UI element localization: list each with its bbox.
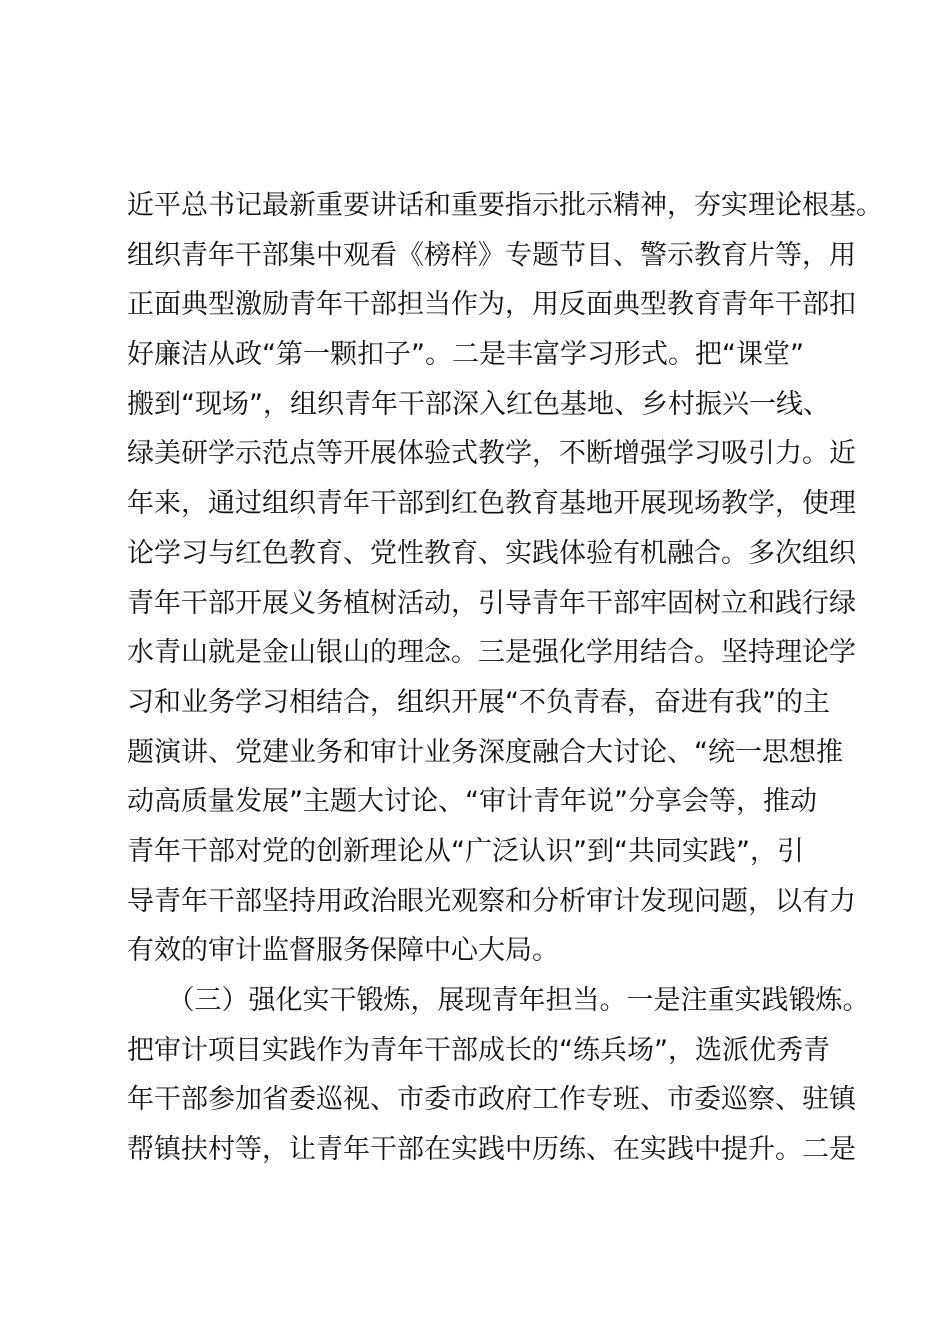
text-line: 组织青年干部集中观看《榜样》专题节目、警示教育片等，用 [127,239,856,271]
text-line: 题演讲、党建业务和审计业务深度融合大讨论、“统一思想推 [127,736,843,768]
text-line: 近平总书记最新重要讲话和重要指示批示精神，夯实理论根基。 [127,190,883,221]
text-line: 论学习与红色教育、党性教育、实践体验有机融合。多次组织 [127,537,856,569]
text-line: 导青年干部坚持用政治眼光观察和分析审计发现问题，以有力 [127,885,856,917]
text-line: 青年干部对党的创新理论从“广泛认识”到“共同实践”，引 [127,835,804,867]
text-line: 正面典型激励青年干部担当作为，用反面典型教育青年干部扣 [127,289,856,321]
body-text [127,181,883,1175]
text-line: 帮镇扶村等，让青年干部在实践中历练、在实践中提升。二是 [127,1134,856,1166]
text-line: 青年干部开展义务植树活动，引导青年干部牢固树立和践行绿 [127,587,856,619]
text-line: 动高质量发展”主题大讨论、“审计青年说”分享会等，推动 [127,786,817,818]
text-line: 水青山就是金山银山的理念。三是强化学用结合。坚持理论学 [127,637,856,669]
text-line: 年来，通过组织青年干部到红色教育基地开展现场教学，使理 [127,488,856,520]
text-line: 搬到“现场”，组织青年干部深入红色基地、乡村振兴一线、 [127,388,830,420]
text-line: 年干部参加省委巡视、市委市政府工作专班、市委巡察、驻镇 [127,1084,856,1116]
text-line: 把审计项目实践作为青年干部成长的“练兵场”，选派优秀青 [127,1034,830,1066]
text-line: 习和业务学习相结合，组织开展“不负青春，奋进有我”的主 [127,686,830,718]
section-heading-line: （三）强化实干锻炼，展现青年担当。一是注重实践锻炼。 [127,985,870,1016]
text-line: 好廉洁从政“第一颗扣子”。二是丰富学习形式。把“课堂” [127,339,804,371]
text-line: 有效的审计监督服务保障中心大局。 [127,935,559,967]
text-line: 绿美研学示范点等开展体验式教学，不断增强学习吸引力。近 [127,438,856,470]
